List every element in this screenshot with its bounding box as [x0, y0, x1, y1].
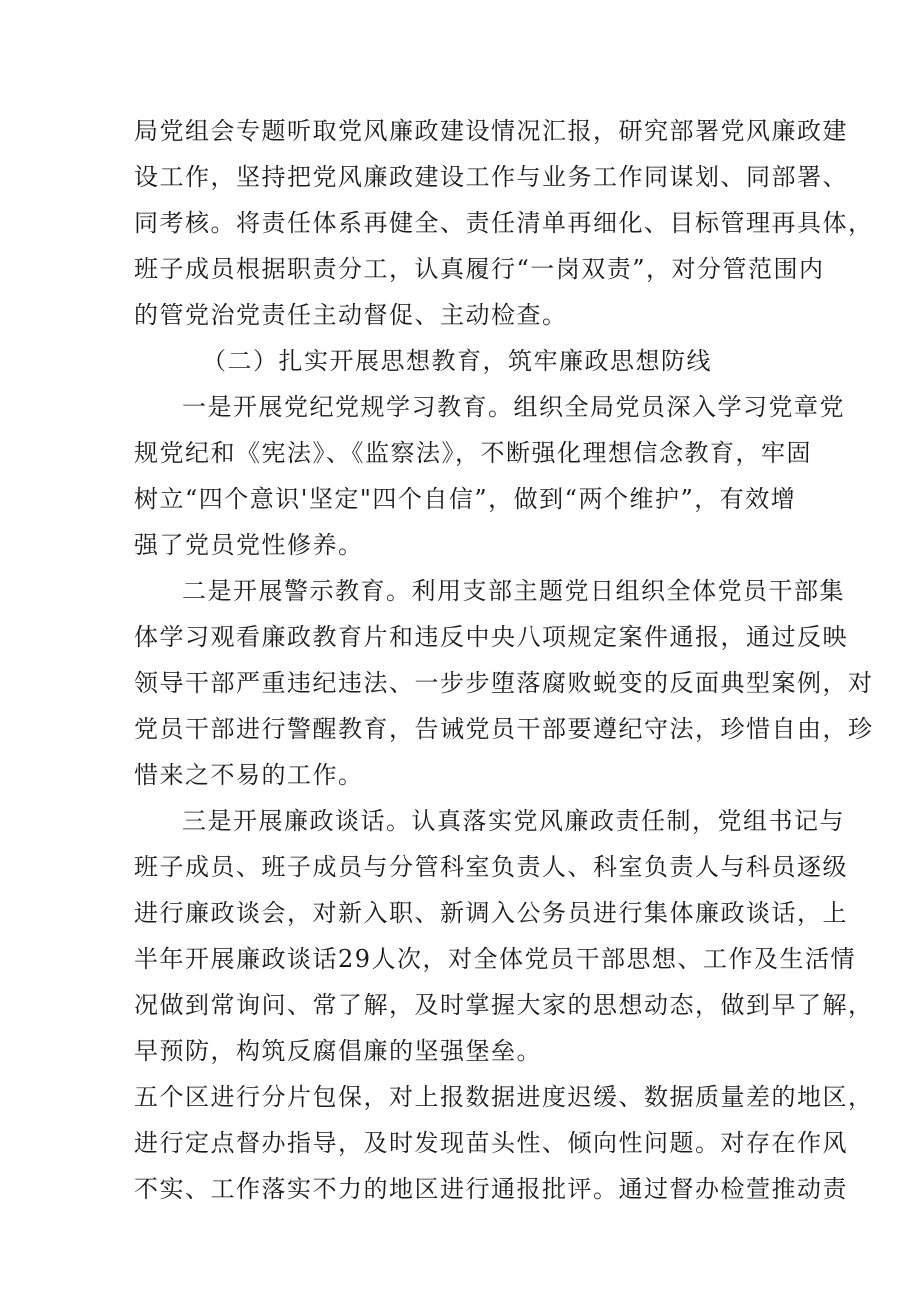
text-line: 领导干部严重违纪违法、一步步堕落腐败蜕变的反面典型案例，对	[134, 669, 874, 697]
text-line: 况做到常询问、常了解，及时掌握大家的思想动态，做到早了解，	[134, 991, 874, 1019]
text-line: 局党组会专题听取党风廉政建设情况汇报，研究部署党风廉政建	[134, 117, 848, 145]
text-line: 的管党治党责任主动督促、主动检查。	[134, 301, 568, 329]
paragraph-start: 二是开展警示教育。利用支部主题党日组织全体党员干部集	[182, 577, 845, 605]
text-line: 规党纪和《宪法》、《监察法》，不断强化理想信念教育，牢固	[134, 439, 812, 467]
section-heading: （二）扎实开展思想教育，筑牢廉政思想防线	[202, 347, 712, 375]
text-line: 进行廉政谈会，对新入职、新调入公务员进行集体廉政谈话，上	[134, 899, 848, 927]
paragraph-start: 三是开展廉政谈话。认真落实党风廉政责任制，党组书记与	[182, 807, 845, 835]
text-line: 五个区进行分片包保，对上报数据进度迟缓、数据质量差的地区，	[134, 1083, 874, 1111]
text-line: 党员干部进行警醒教育，告诫党员干部要遵纪守法，珍惜自由，珍	[134, 715, 874, 743]
text-line: 树立“四个意识'坚定"四个自信”，做到“两个维护”，有效增	[134, 485, 797, 513]
text-line: 进行定点督办指导，及时发现苗头性、倾向性问题。对存在作风	[134, 1129, 848, 1157]
document-body	[134, 108, 874, 1212]
text-line: 体学习观看廉政教育片和违反中央八项规定案件通报，通过反映	[134, 623, 848, 651]
text-line: 惜来之不易的工作。	[134, 761, 364, 789]
text-line: 半年开展廉政谈话29人次，对全体党员干部思想、工作及生活情	[134, 945, 857, 973]
text-line: 强了党员党性修养。	[134, 531, 364, 559]
text-line: 设工作，坚持把党风廉政建设工作与业务工作同谋划、同部署、	[134, 163, 848, 191]
text-line: 不实、工作落实不力的地区进行通报批评。通过督办检萱推动责	[134, 1175, 848, 1203]
text-line: 同考核。将责任体系再健全、责任清单再细化、目标管理再具体，	[134, 209, 874, 237]
text-line: 班子成员、班子成员与分管科室负责人、科室负责人与科员逐级	[134, 853, 848, 881]
paragraph-start: 一是开展党纪党规学习教育。组织全局党员深入学习党章党	[182, 393, 845, 421]
text-line: 班子成员根据职责分工，认真履行“一岗双责”，对分管范围内	[134, 255, 825, 283]
text-line: 早预防，构筑反腐倡廉的坚强堡垒。	[134, 1037, 542, 1065]
